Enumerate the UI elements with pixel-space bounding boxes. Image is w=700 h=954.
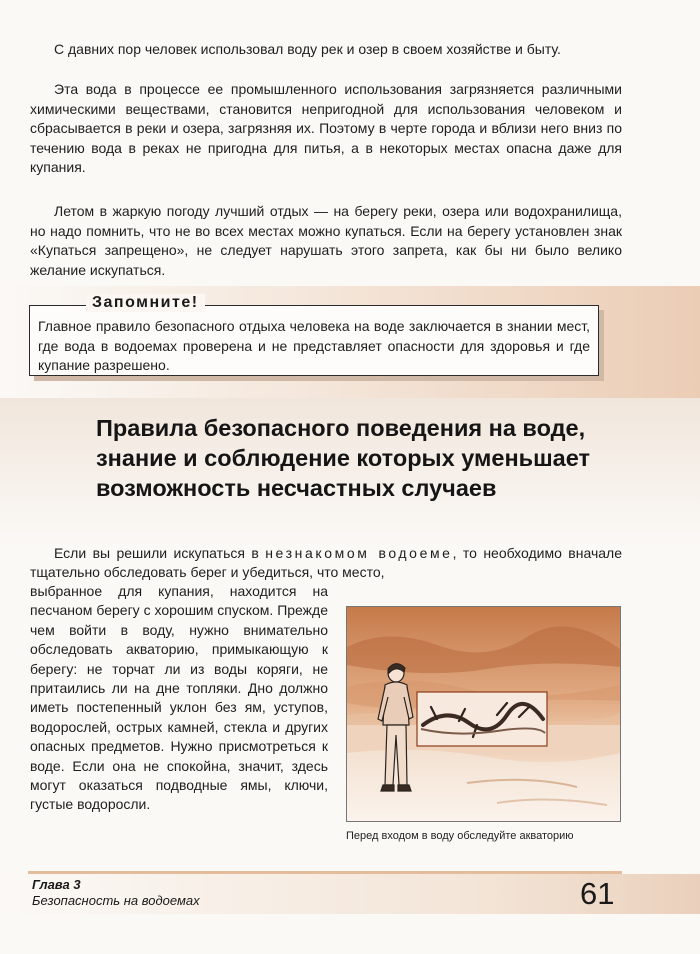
chapter-title: Безопасность на водоемах: [32, 893, 200, 908]
remember-title: Запомните!: [86, 294, 205, 312]
paragraph-rivers-use: С давних пор человек использовал воду рек и озер в своем хозяйстве и быту.: [54, 41, 561, 57]
section-body-paragraph: выбранное для купания, находится на песчаном берегу с хорошим спуском. Прежде чем войти в воду, нужно внимательно обследовать акваторию, примыкающую к берегу: не торчат ли из воды коряги, не притаились ли на дне топляки. Дно должно иметь постепенный уклон без ям, уступов, водорослей, острых камней, стекла и других опасных предметов. Нужно присмотреться к воде. Если она не спокойна, значит, здесь могут оказаться подводные ямы, ключи, густые водоросли.: [30, 583, 328, 813]
remember-text: Главное правило безопасного отдыха человека на воде заключается в знании мест, где вода в водоемах проверена и не представляет опасности для здоровья и где купание разрешено.: [38, 318, 590, 374]
figure-caption: Перед входом в воду обследуйте акваторию: [346, 830, 574, 842]
chapter-label: Глава 3: [32, 877, 81, 892]
section-intro-paragraph: [30, 544, 622, 582]
section-heading: Правила безопасного поведения на воде, знание и соблюдение которых уменьшает возможность несчастных случаев: [96, 415, 591, 501]
intro-spaced-phrase: незнакомом водоеме: [265, 545, 453, 561]
boy-at-shore-illustration: [346, 606, 621, 822]
remember-box: [29, 294, 599, 376]
intro-text-before: Если вы решили искупаться в: [54, 545, 259, 561]
intro-text-after: , то необходимо вначале тщательно обследовать берег и убедиться, что место,: [30, 545, 622, 580]
paragraph-water-pollution: Эта вода в процессе ее промышленного использования загрязняется различными химическими веществами, становится непригодной для использования человеком и сбрасывается в реки и озера, загрязняя их. Поэтому в черте города и вблизи него вниз по течению вода в реках не пригодна для питья, а в некоторых местах опасна даже для купания.: [30, 81, 622, 176]
footer-divider: [28, 871, 622, 874]
paragraph-summer-rest: Летом в жаркую погоду лучший отдых — на берегу реки, озера или водохранилища, но надо помнить, что не во всех местах можно купаться. Если на берегу установлен знак «Купаться запрещено», не следует нарушать этого запрета, как бы ни было велико желание искупаться.: [30, 203, 622, 278]
page-number: 61: [580, 876, 615, 911]
